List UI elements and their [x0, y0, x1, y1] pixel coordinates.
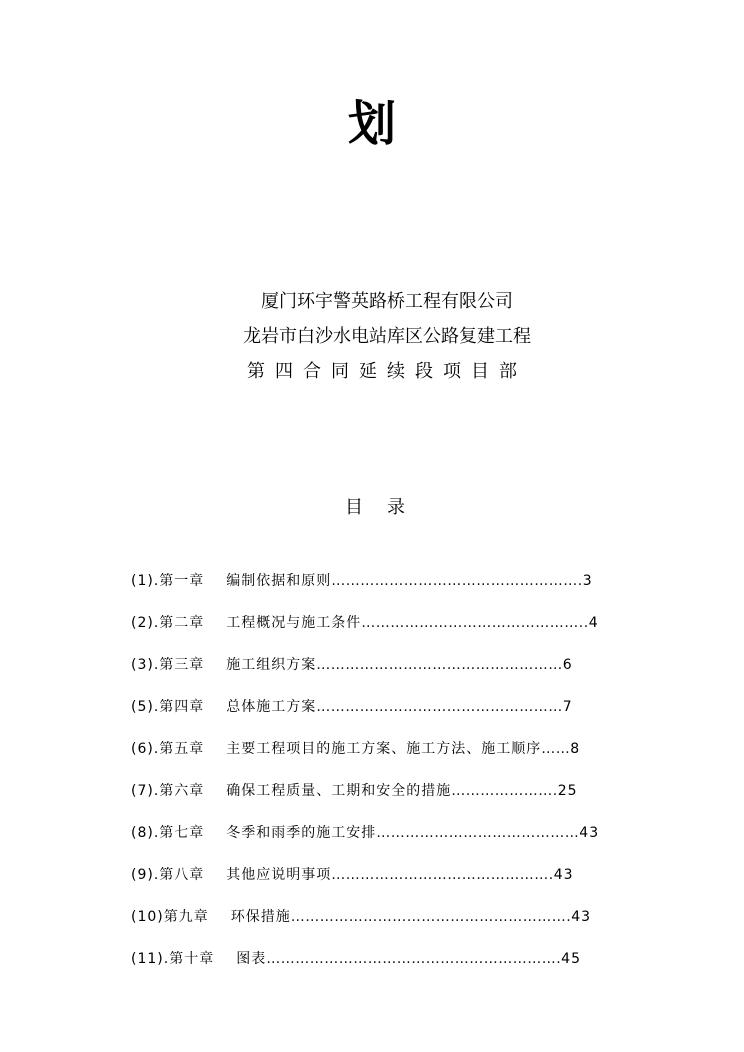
toc-entry-title: 确保工程质量、工期和安全的措施	[226, 783, 452, 799]
toc-entry-page: 25	[557, 783, 578, 799]
toc-entry-number: (2).	[131, 615, 160, 631]
toc-entry-leader: …………………………………………………….	[266, 951, 562, 967]
toc-entry-number: (3).	[131, 657, 160, 673]
toc-entry-chapter: 第五章	[159, 741, 205, 757]
toc-entry-page: 6	[562, 657, 573, 673]
toc-entry-page: 3	[582, 573, 593, 589]
toc-entry-page: 7	[562, 699, 573, 715]
toc-entry-number: (1).	[131, 573, 160, 589]
toc-entry-title: 工程概况与施工条件	[226, 615, 362, 631]
toc-entry-title: 环保措施	[230, 909, 291, 925]
organization-block	[0, 286, 744, 391]
toc-entry-chapter: 第十章	[169, 951, 215, 967]
toc-entry-title: 主要工程项目的施工方案、施工方法、施工顺序	[226, 741, 542, 757]
toc-entry-title: 冬季和雨季的施工安排	[226, 825, 377, 841]
toc-entry[interactable]	[131, 904, 691, 946]
toc-entry-leader: ……………………………………………	[316, 657, 563, 673]
toc-entry-chapter: 第二章	[159, 615, 205, 631]
toc-entry-leader: ……………………………………	[376, 825, 580, 841]
toc-entry-title: 其他应说明事项	[226, 867, 332, 883]
toc-entry-page: 8	[570, 741, 581, 757]
toc-entry[interactable]	[131, 736, 691, 778]
toc-entry-number: (9).	[131, 867, 160, 883]
toc-entry-number: (10)	[131, 909, 164, 925]
toc-entry-leader: ……	[541, 741, 571, 757]
toc-entry-number: (7).	[131, 783, 160, 799]
toc-entry[interactable]	[131, 568, 691, 610]
document-title: 划	[347, 96, 396, 152]
toc-entry-title: 总体施工方案	[226, 699, 317, 715]
toc-entry-page: 43	[571, 909, 592, 925]
toc-entry[interactable]	[131, 820, 691, 862]
toc-entry-number: (8).	[131, 825, 160, 841]
toc-entry-leader: ……………………………………………	[316, 699, 563, 715]
toc-entry-leader: …………………………………………….	[331, 573, 583, 589]
toc-entry-title: 编制依据和原则	[226, 573, 332, 589]
toc-entry-page: 4	[588, 615, 599, 631]
toc-entry-page: 45	[561, 951, 581, 967]
project-name: 龙岩市白沙水电站库区公路复建工程	[243, 326, 531, 347]
toc-entry[interactable]	[131, 652, 691, 694]
toc-entry-chapter: 第八章	[159, 867, 205, 883]
toc-heading: 目录	[345, 497, 429, 518]
toc-entry-page: 43	[579, 825, 600, 841]
toc-entry-number: (6).	[131, 741, 160, 757]
table-of-contents	[131, 568, 691, 988]
toc-entry[interactable]	[131, 862, 691, 904]
toc-entry[interactable]	[131, 778, 691, 820]
toc-entry-number: (5).	[131, 699, 160, 715]
toc-entry-number: (11).	[131, 951, 170, 967]
toc-entry-chapter: 第三章	[159, 657, 205, 673]
toc-entry-leader: ……………………………………….	[331, 867, 554, 883]
company-name: 厦门环宇警英路桥工程有限公司	[261, 291, 513, 312]
toc-entry-leader: ………………….	[451, 783, 558, 799]
toc-entry[interactable]	[131, 946, 691, 988]
toc-entry-chapter: 第七章	[159, 825, 205, 841]
toc-entry-title: 施工组织方案	[226, 657, 317, 673]
toc-entry-chapter: 第四章	[159, 699, 205, 715]
toc-entry-chapter: 第一章	[159, 573, 205, 589]
toc-entry-title: 图表	[236, 951, 267, 967]
toc-entry-leader: ………………………………………………….	[290, 909, 572, 925]
toc-entry-leader: ………………………………………..	[361, 615, 589, 631]
toc-entry[interactable]	[131, 610, 691, 652]
toc-entry-page: 43	[553, 867, 574, 883]
department-name: 第四合同延续段项目部	[247, 361, 527, 382]
toc-entry-chapter: 第九章	[163, 909, 209, 925]
toc-entry[interactable]	[131, 694, 691, 736]
toc-entry-chapter: 第六章	[159, 783, 205, 799]
